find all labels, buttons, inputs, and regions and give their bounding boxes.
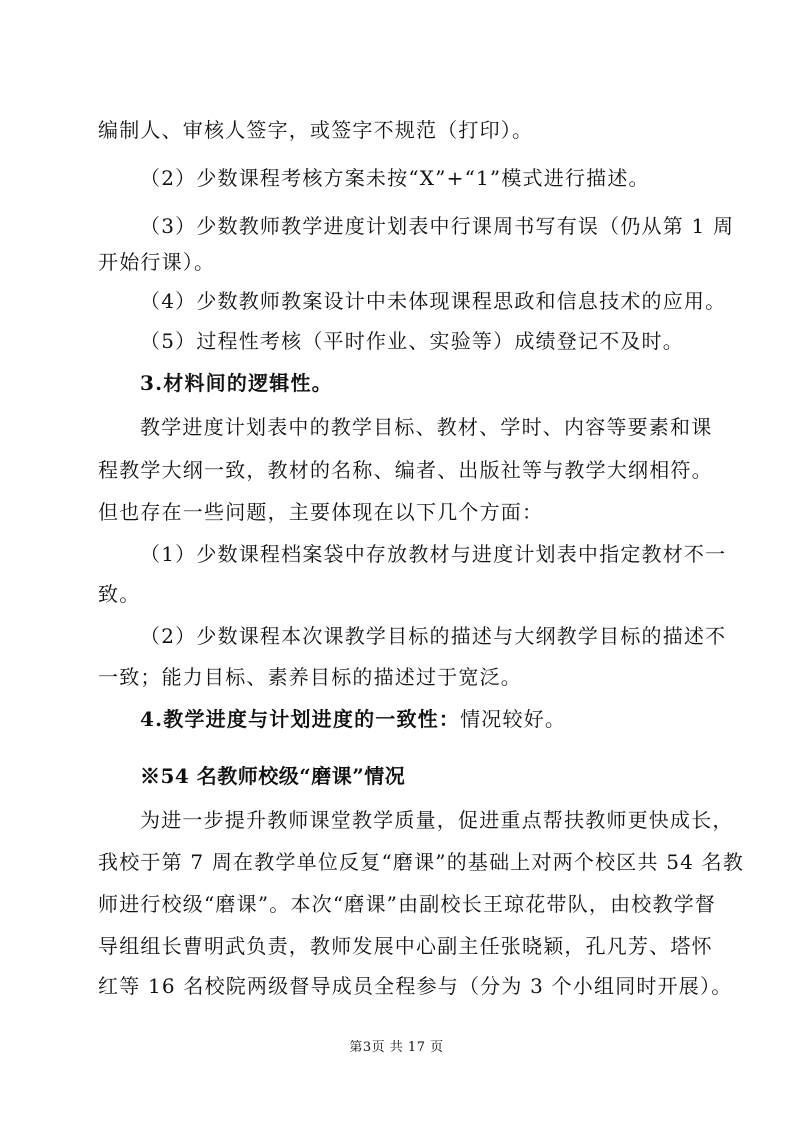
page-number: 第3页 共 17 页	[349, 1040, 444, 1055]
list-item: （3）少数教师教学进度计划表中行课周书写有误（仍从第 1 周	[140, 214, 735, 238]
list-item: （4）少数教师教案设计中未体现课程思政和信息技术的应用。	[140, 289, 727, 313]
list-item: （2）少数课程考核方案未按“X”+“1”模式进行描述。	[140, 166, 650, 190]
body-line: 开始行课）。	[98, 250, 216, 274]
section-heading-value: 情况较好。	[460, 707, 567, 731]
paragraph-line: 为进一步提升教师课堂教学质量，促进重点帮扶教师更快成长，	[140, 808, 734, 832]
section-heading-row	[140, 707, 760, 731]
paragraph-line: 教学进度计划表中的教学目标、教材、学时、内容等要素和课	[140, 415, 713, 439]
paragraph-line: 但也存在一些问题，主要体现在以下几个方面：	[98, 500, 544, 524]
paragraph-line: 红等 16 名校院两级督导成员全程参与（分为 3 个小组同时开展）。	[98, 974, 733, 998]
section-heading: 3.材料间的逻辑性。	[140, 371, 333, 395]
subsection-title: ※54 名教师校级“磨课”情况	[140, 764, 406, 788]
body-line: 一致；能力目标、素养目标的描述过于宽泛。	[98, 665, 522, 689]
body-line: 编制人、审核人签字，或签字不规范（打印）。	[98, 118, 534, 142]
list-item: （5）过程性考核（平时作业、实验等）成绩登记不及时。	[140, 329, 684, 353]
paragraph-line: 我校于第 7 周在教学单位反复“磨课”的基础上对两个校区共 54 名教	[98, 850, 745, 874]
list-item: （1）少数课程档案袋中存放教材与进度计划表中指定教材不一	[140, 542, 727, 566]
paragraph-line: 程教学大纲一致，教材的名称、编者、出版社等与教学大纲相符。	[98, 458, 713, 482]
body-line: 致。	[98, 582, 141, 606]
paragraph-line: 导组组长曹明武负责，教师发展中心副主任张晓颖，孔凡芳、塔怀	[98, 934, 713, 958]
section-heading: 4.教学进度与计划进度的一致性：	[140, 707, 461, 731]
paragraph-line: 师进行校级“磨课”。本次“磨课”由副校长王琼花带队，由校教学督	[98, 892, 717, 916]
list-item: （2）少数课程本次课教学目标的描述与大纲教学目标的描述不	[140, 624, 727, 648]
